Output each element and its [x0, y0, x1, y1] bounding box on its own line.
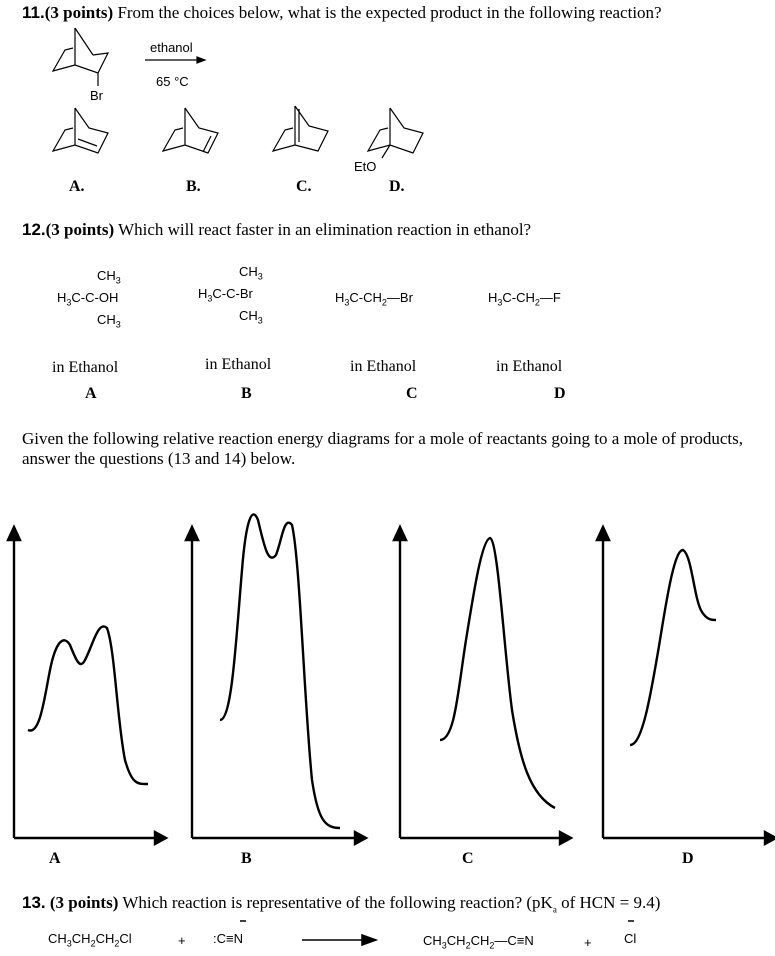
label-a: A: [85, 385, 97, 402]
question-13: 13. (3 points) Which reaction is representative of the following reaction? ($pK_a$ of HCN = 9.4): [22, 893, 661, 915]
solvent-a: in Ethanol: [52, 359, 119, 376]
compound-a-bottom: $CH_3$: [97, 312, 121, 330]
solvent-b: in Ethanol: [205, 356, 272, 373]
reactant-norbornane: [53, 28, 108, 86]
reagent-label: ethanol: [150, 40, 193, 55]
conditions-label: 65 °C: [156, 74, 189, 89]
reactant-cyanide: :C≡N: [213, 931, 243, 946]
compound-a-top: $CH_3$: [97, 268, 121, 286]
energy-diagram-a: [8, 527, 166, 844]
product-a: [53, 108, 108, 153]
plus-sign-2: +: [584, 935, 592, 950]
energy-diagram-c: [394, 527, 571, 844]
energy-diagram-b: [186, 514, 366, 844]
product-b: [163, 108, 218, 153]
choice-a: A.: [69, 178, 85, 195]
product-d: [368, 108, 423, 158]
diagram-label-a: A: [49, 850, 61, 867]
choice-d: D.: [389, 178, 405, 195]
compound-d: $H_3C-CH_2—F$: [488, 290, 561, 308]
product-chloride: Cl: [624, 931, 637, 946]
product-butanenitrile: $CH_3CH_2CH_2—C\equiv N$: [423, 933, 534, 951]
solvent-c: in Ethanol: [350, 358, 417, 375]
energy-diagram-d: [597, 527, 775, 844]
diagram-label-b: B: [241, 850, 252, 867]
compound-b-bottom: $CH_3$: [239, 308, 263, 326]
compound-b-mid: $H_3C-C-Br$: [198, 286, 253, 304]
bromo-label: Br: [90, 88, 103, 103]
solvent-d: in Ethanol: [496, 358, 563, 375]
compound-b-top: $CH_3$: [239, 264, 263, 282]
label-c: C: [406, 385, 418, 402]
diagram-label-d: D: [682, 850, 694, 867]
product-c: [273, 106, 328, 151]
question-11: 11.(3 points) From the choices below, what is the expected product in the following reaction?: [22, 3, 662, 22]
reaction-13-arrow: [302, 935, 376, 945]
choice-b: B.: [186, 178, 201, 195]
ethoxy-label: EtO: [354, 159, 377, 174]
diagram-intro: Given the following relative reaction energy diagrams for a mole of reactants going to a mole of products, answer the questions (13 and 14) below.: [22, 429, 744, 468]
choice-c: C.: [296, 178, 312, 195]
compound-c: $H_3C-CH_2—Br$: [335, 290, 413, 308]
reactant-propyl-chloride: $CH_3CH_2CH_2Cl$: [48, 931, 132, 949]
label-d: D: [554, 385, 566, 402]
plus-sign: +: [178, 933, 186, 948]
reaction-arrow: [145, 57, 205, 63]
diagram-label-c: C: [462, 850, 474, 867]
compound-a-mid: $H_3C-C-OH$: [57, 290, 119, 308]
label-b: B: [241, 385, 252, 402]
question-12: 12.(3 points) Which will react faster in an elimination reaction in ethanol?: [22, 220, 532, 239]
